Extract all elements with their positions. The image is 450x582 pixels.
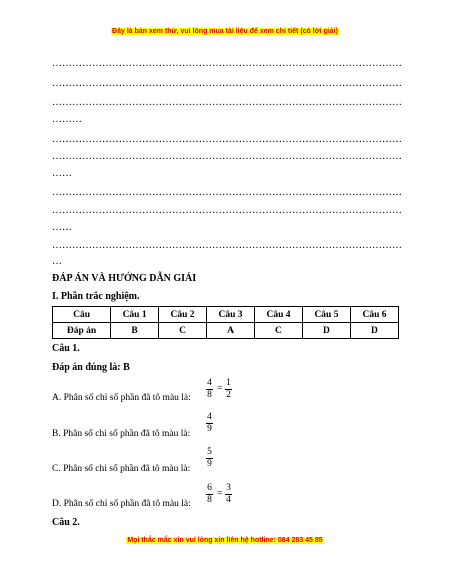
question-1-label: Câu 1. [52,343,80,354]
question-2-label: Câu 2. [52,517,80,528]
answer-line: … [52,256,62,267]
answer-line: …………………………………………………………………………………………… [52,205,402,216]
table-cell: Câu [53,307,111,323]
question-1-answer: Đáp án đúng là: B [52,362,130,373]
fraction [206,447,213,470]
fraction [225,483,232,506]
answer-line: ……… [52,114,82,125]
denominator: 4 [226,495,231,505]
fraction [206,483,213,506]
answer-line: …… [52,168,72,179]
equals-sign: = [217,489,223,499]
fraction [206,412,213,435]
table-cell: Câu 5 [302,307,350,323]
answer-line: …………………………………………………………………………………………… [52,78,402,89]
answer-line: …………………………………………………………………………………………… [52,240,402,251]
table-cell: Câu 4 [255,307,303,323]
part-title: I. Phần trắc nghiệm. [52,291,140,302]
section-title: ĐÁP ÁN VÀ HƯỚNG DẪN GIẢI [52,273,197,284]
equals-sign: = [217,384,223,394]
preview-banner-text: Đây là bản xem thử, vui lòng mua tài liệu để xem chi tiết (có lời giải) [112,28,338,35]
answer-line: …………………………………………………………………………………………… [52,58,402,69]
table-header-row [53,307,399,323]
denominator: 9 [207,424,212,434]
table-cell: D [302,323,350,339]
answer-line: …………………………………………………………………………………………… [52,151,402,162]
option-b: B. Phân số chỉ số phần đã tô màu là: [52,429,191,439]
denominator: 8 [207,495,212,505]
numerator: 3 [226,483,231,493]
table-row [53,323,399,339]
table-cell: Câu 2 [159,307,207,323]
answer-line: …………………………………………………………………………………………… [52,187,402,198]
numerator: 4 [207,412,212,422]
denominator: 9 [207,459,212,469]
answer-line: …………………………………………………………………………………………… [52,97,402,108]
table-cell: D [350,323,398,339]
numerator: 4 [207,378,212,388]
answer-table [52,306,399,339]
option-a: A. Phân số chỉ số phần đã tô màu là: [52,393,191,403]
fraction [225,378,232,401]
denominator: 8 [207,390,212,400]
table-cell: Câu 3 [207,307,255,323]
numerator: 6 [207,483,212,493]
table-cell: B [111,323,159,339]
preview-banner [0,28,450,35]
option-d: D. Phân số chỉ số phần đã tô màu là: [52,499,191,509]
answer-line: …………………………………………………………………………………………… [52,134,402,145]
table-cell: Câu 1 [111,307,159,323]
numerator: 1 [226,378,231,388]
denominator: 2 [226,390,231,400]
table-cell: C [255,323,303,339]
numerator: 5 [207,447,212,457]
option-c: C. Phân số chỉ số phần đã tô màu là: [52,464,191,474]
hotline-banner-text: Mọi thắc mắc xin vui lòng xin liên hệ hotline: 084 283 45 85 [127,537,323,544]
fraction [206,378,213,401]
table-cell: Đáp án [53,323,111,339]
table-cell: A [207,323,255,339]
answer-line: …… [52,222,72,233]
table-cell: C [159,323,207,339]
hotline-banner [0,537,450,544]
table-cell: Câu 6 [350,307,398,323]
